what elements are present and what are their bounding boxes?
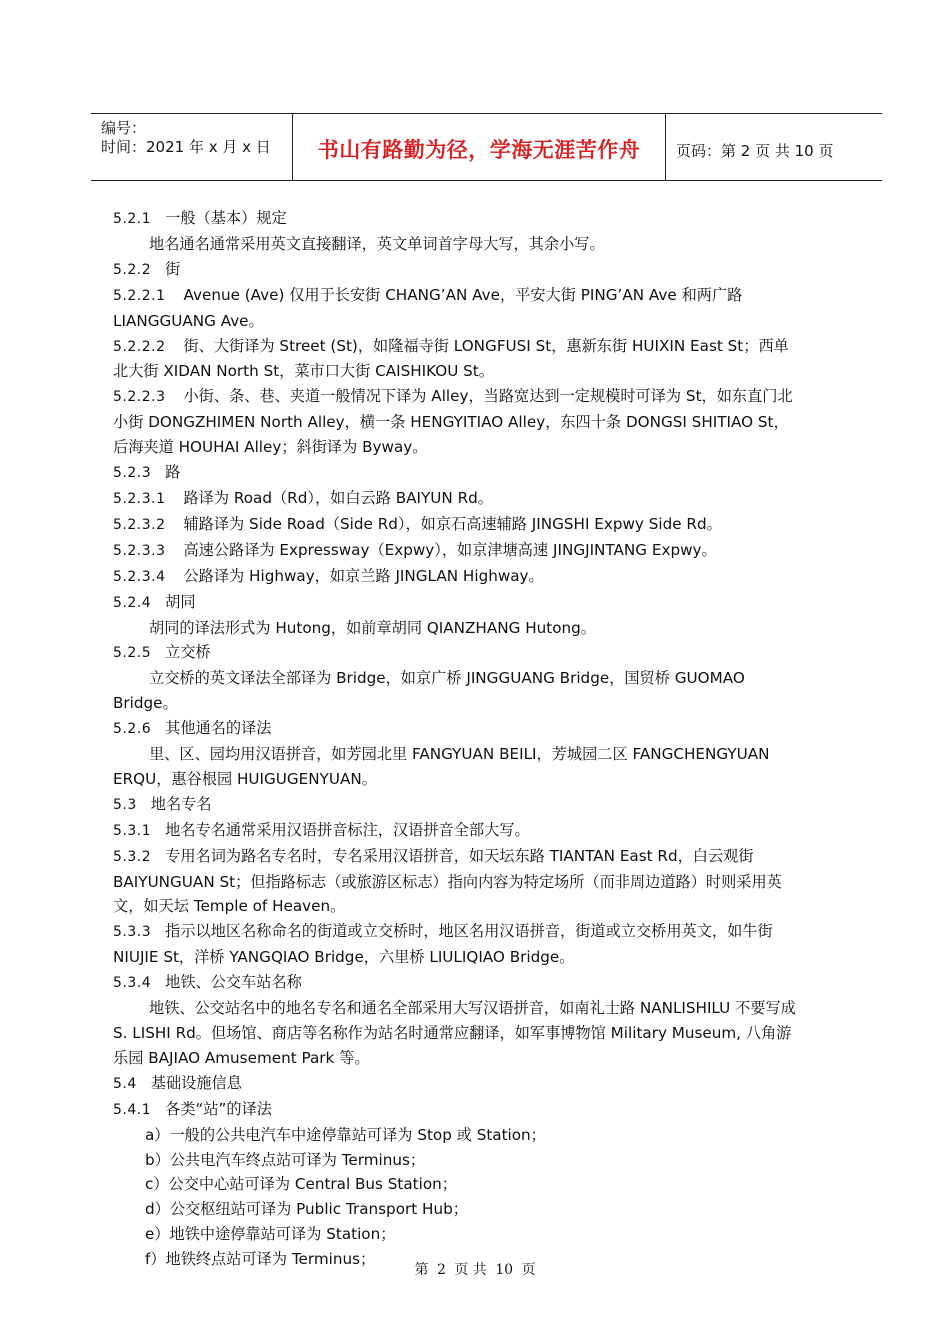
- section-heading: 5.2.6 其他通名的译法: [113, 719, 272, 738]
- paragraph-line: 地名通名通常采用英文直接翻译，英文单词首字母大写，其余小写。: [149, 234, 605, 253]
- paragraph-line: LIANGGUANG Ave。: [113, 311, 264, 330]
- paragraph-line: 北大街 XIDAN North St，菜市口大街 CAISHIKOU St。: [113, 362, 494, 381]
- paragraph-line: 地铁、公交站名中的地名专名和通名全部采用大写汉语拼音，如南礼士路 NANLISHILU 不要写成: [149, 999, 796, 1018]
- list-item: f）地铁终点站可译为 Terminus；: [145, 1250, 376, 1269]
- list-item: a）一般的公共电汽车中途停靠站可译为 Stop 或 Station；: [145, 1125, 546, 1144]
- serial-label: 编号：: [101, 119, 147, 137]
- paragraph-line: NIUJIE St，洋桥 YANGQIAO Bridge，六里桥 LIULIQIAO Bridge。: [113, 948, 575, 967]
- section-heading: 5.2.4 胡同: [113, 592, 196, 611]
- paragraph-line: 文，如天坛 Temple of Heaven。: [113, 897, 346, 916]
- section-heading: 5.3.4 地铁、公交车站名称: [113, 973, 302, 992]
- paragraph-line: 5.2.2.1 Avenue (Ave) 仅用于长安街 CHANG’AN Ave，平安大街 PING’AN Ave 和两广路: [113, 285, 743, 304]
- document-body: [113, 206, 859, 1272]
- paragraph-line: 5.3.1 地名专名通常采用汉语拼音标注，汉语拼音全部大写。: [113, 820, 530, 839]
- footer-prefix: 第: [414, 1262, 429, 1278]
- paragraph-line: 5.3.3 指示以地区名称命名的街道或立交桥时，地区名用汉语拼音，街道或立交桥用英文，如牛街: [113, 922, 773, 941]
- list-item: b）公共电汽车终点站可译为 Terminus；: [145, 1150, 426, 1169]
- section-heading: 5.4.1 各类“站”的译法: [113, 1099, 272, 1118]
- footer-mid: 页 共: [454, 1262, 487, 1278]
- list-item: e）地铁中途停靠站可译为 Station；: [145, 1225, 396, 1244]
- header-right-cell: [666, 114, 882, 180]
- header-center-cell: [293, 114, 666, 180]
- paragraph-line: S. LISHI Rd。但场馆、商店等名称作为站名时通常应翻译，如军事博物馆 Military Museum, 八角游: [113, 1024, 792, 1042]
- paragraph-line: 胡同的译法形式为 Hutong，如前章胡同 QIANZHANG Hutong。: [149, 618, 596, 637]
- paragraph-line: 乐园 BAJIAO Amusement Park 等。: [113, 1048, 370, 1067]
- footer-total-pages: 10: [495, 1262, 514, 1278]
- section-heading: 5.2.5 立交桥: [113, 643, 211, 662]
- paragraph-line: 里、区、园均用汉语拼音，如芳园北里 FANGYUAN BEILI，芳城园二区 FANGCHENGYUAN: [149, 745, 770, 764]
- page-info: 页码：第 2 页 共 10 页: [676, 142, 834, 160]
- list-item: d）公交枢纽站可译为 Public Transport Hub；: [145, 1200, 468, 1219]
- footer-page-number: 2: [436, 1262, 446, 1278]
- document-header: [91, 113, 882, 181]
- paragraph-line: 5.3.2 专用名词为路名专名时，专名采用汉语拼音，如天坛东路 TIANTAN East Rd，白云观街: [113, 846, 754, 865]
- time-label: 时间：2021 年 x 月 x 日: [101, 138, 271, 156]
- paragraph-line: 5.2.3.4 公路译为 Highway，如京兰路 JINGLAN Highway。: [113, 566, 544, 585]
- section-heading: 5.4 基础设施信息: [113, 1073, 242, 1092]
- paragraph-line: BAIYUNGUAN St；但指路标志（或旅游区标志）指向内容为特定场所（而非周边道路）时则采用英: [113, 872, 782, 891]
- section-heading: 5.2.1 一般（基本）规定: [113, 209, 287, 227]
- paragraph-line: Bridge。: [113, 694, 178, 713]
- paragraph-line: ERQU，惠谷根园 HUIGUGENYUAN。: [113, 769, 377, 788]
- page-footer: [0, 1259, 950, 1279]
- list-item: c）公交中心站可译为 Central Bus Station；: [145, 1175, 457, 1194]
- paragraph-line: 后海夹道 HOUHAI Alley；斜街译为 Byway。: [113, 438, 428, 457]
- header-left-cell: [91, 114, 293, 180]
- paragraph-line: 5.2.2.2 街、大街译为 Street (St)，如隆福寺街 LONGFUSI St，惠新东街 HUIXIN East St；西单: [113, 336, 789, 355]
- footer-suffix: 页: [521, 1262, 536, 1278]
- paragraph-line: 5.2.3.1 路译为 Road（Rd），如白云路 BAIYUN Rd。: [113, 488, 493, 507]
- paragraph-line: 5.2.2.3 小街、条、巷、夹道一般情况下译为 Alley，当路宽达到一定规模时可译为 St，如东直门北: [113, 387, 793, 406]
- section-heading: 5.2.2 街: [113, 259, 181, 278]
- paragraph-line: 立交桥的英文译法全部译为 Bridge，如京广桥 JINGGUANG Bridge，国贸桥 GUOMAO: [149, 669, 745, 688]
- paragraph-line: 小街 DONGZHIMEN North Alley，横一条 HENGYITIAO Alley，东四十条 DONGSI SHITIAO St，: [113, 413, 789, 432]
- motto: 书山有路勤为径，学海无涯苦作舟: [317, 138, 641, 162]
- section-heading: 5.2.3 路: [113, 463, 181, 482]
- paragraph-line: 5.2.3.2 辅路译为 Side Road（Side Rd），如京石高速辅路 JINGSHI Expwy Side Rd。: [113, 514, 722, 533]
- section-heading: 5.3 地名专名: [113, 794, 212, 813]
- paragraph-line: 5.2.3.3 高速公路译为 Expressway（Expwy），如京津塘高速 JINGJINTANG Expwy。: [113, 540, 717, 559]
